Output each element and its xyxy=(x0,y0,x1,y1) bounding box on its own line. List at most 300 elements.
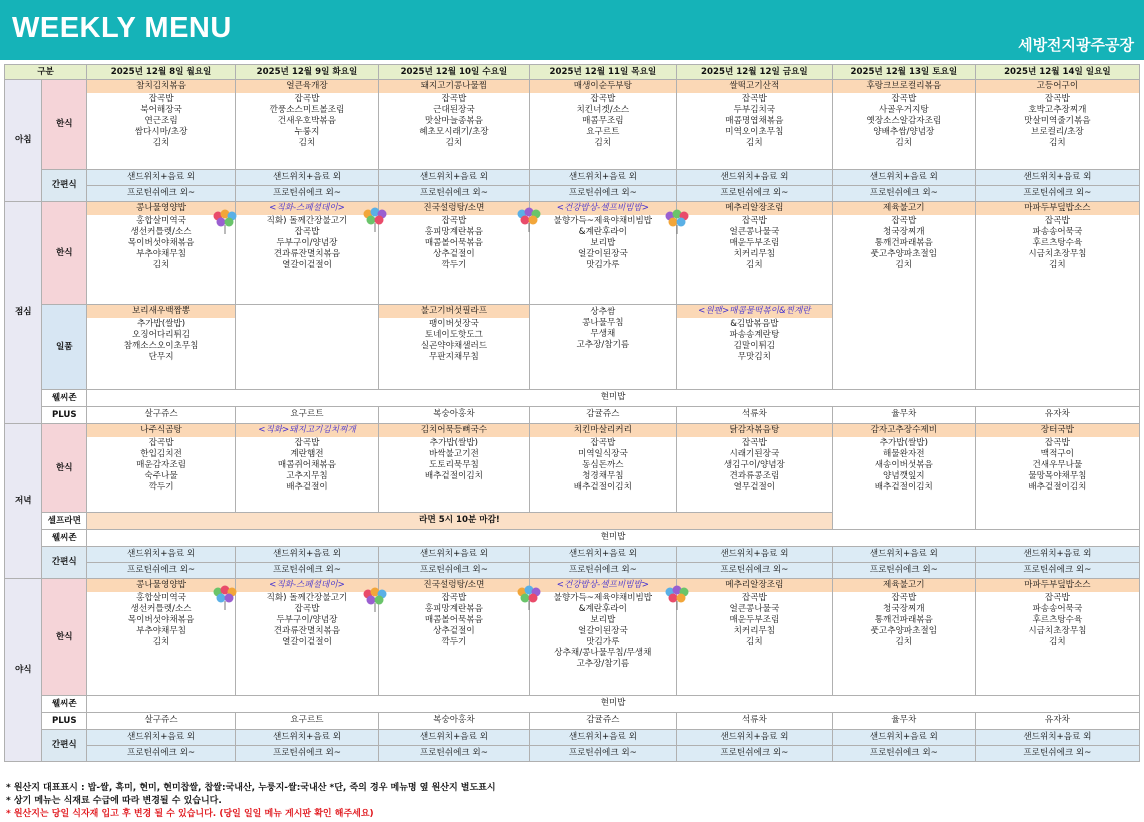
menu-cell xyxy=(975,579,1139,696)
plus-cell: 복숭아홍차 xyxy=(378,713,529,730)
snack-cell: 샌드위치+음료 외 xyxy=(832,730,975,746)
menu-item: 목이버섯야채볶음 xyxy=(127,615,195,625)
menu-item: 잡곡밥 xyxy=(441,216,467,226)
menu-cell xyxy=(378,579,529,696)
day-header: 2025년 12월 12일 금요일 xyxy=(676,65,832,80)
menu-item: 매콤볼어묵볶음 xyxy=(424,615,483,625)
category-hansik: 한식 xyxy=(42,424,87,513)
menu-item: 잡곡밥 xyxy=(441,593,467,603)
header-label: 구분 xyxy=(5,65,87,80)
main-dish: 제육불고기 xyxy=(833,579,975,592)
menu-cell xyxy=(676,424,832,513)
menu-item: 홍합살미역국 xyxy=(136,216,186,226)
menu-item: 김치 xyxy=(895,260,913,270)
menu-item: 상추겉절이 xyxy=(433,249,475,259)
menu-item: 추가밥(쌀밥) xyxy=(136,319,186,329)
menu-item: 동심돈까스 xyxy=(582,460,624,470)
menu-cell xyxy=(676,202,832,305)
menu-item: 김말이튀김 xyxy=(733,341,776,351)
menu-item: 매운두부조림 xyxy=(729,238,780,248)
menu-item: 불향가득~제육야채비빔밥 xyxy=(553,216,653,226)
snack-cell: 샌드위치+음료 외 xyxy=(832,547,975,563)
snack-cell: 샌드위치+음료 외 xyxy=(236,730,379,746)
menu-cell xyxy=(676,305,832,390)
menu-cell xyxy=(378,424,529,513)
menu-item: 북어해장국 xyxy=(140,105,182,115)
menu-item: 부추야채무침 xyxy=(136,249,186,259)
menu-item: 불향가득~제육야채비빔밥 xyxy=(553,593,653,603)
snack-cell: 프로틴쉬에크 외~ xyxy=(676,563,832,579)
snack-cell: 프로틴쉬에크 외~ xyxy=(236,186,379,202)
snack-cell: 샌드위치+음료 외 xyxy=(87,730,236,746)
menu-item: 매운감자조림 xyxy=(136,460,186,470)
menu-cell xyxy=(236,80,379,170)
menu-item: 얼갈이된장국 xyxy=(577,626,628,636)
menu-cell xyxy=(832,424,975,530)
menu-item: 치커리무침 xyxy=(733,249,776,259)
plus-cell: 요구르트 xyxy=(236,713,379,730)
menu-item: 건새우호박볶음 xyxy=(277,116,337,126)
menu-item: 오징어다리튀김 xyxy=(131,330,191,340)
menu-item: 김치 xyxy=(746,637,763,647)
main-dish: 쌀떡고기산적 xyxy=(677,80,832,93)
main-dish: 콩나물영양밥 xyxy=(87,579,235,592)
menu-item: 김치 xyxy=(1049,138,1066,148)
menu-item: 참깨소스오이초무침 xyxy=(123,341,199,351)
menu-item: 김치 xyxy=(298,138,316,148)
category-selframen: 셀프라면 xyxy=(42,513,87,530)
balloons-icon xyxy=(212,584,238,610)
menu-item: 매콤쥐어채볶음 xyxy=(277,460,337,470)
menu-item: 배추겉절이김치 xyxy=(424,471,483,481)
menu-item: 얼큰콩나물국 xyxy=(729,227,780,237)
menu-item: 깍두기 xyxy=(148,482,174,492)
main-dish: 진국설렁탕/소면 xyxy=(379,579,529,592)
snack-cell: 프로틴쉬에크 외~ xyxy=(378,563,529,579)
day-header: 2025년 12월 9일 화요일 xyxy=(236,65,379,80)
category-ilpum: 일품 xyxy=(42,305,87,390)
menu-item: 배추겉절이 xyxy=(286,482,328,492)
menu-item: 잡곡밥 xyxy=(741,94,767,104)
menu-item: 열갈이겉절이 xyxy=(282,637,332,647)
plus-cell: 요구르트 xyxy=(236,407,379,424)
snack-cell: 프로틴쉬에크 외~ xyxy=(676,186,832,202)
menu-item: 매운두부조림 xyxy=(729,615,780,625)
menu-item: 견과류잔멸치볶음 xyxy=(273,249,341,259)
menu-item: 누룽지 xyxy=(294,127,320,137)
plus-cell: 살구쥬스 xyxy=(87,713,236,730)
menu-item: 김치 xyxy=(895,637,913,647)
snack-cell: 프로틴쉬에크 외~ xyxy=(87,186,236,202)
menu-item: 홍피망계란볶음 xyxy=(424,604,483,614)
main-dish: 제육불고기 xyxy=(833,202,975,215)
menu-item: 양배추쌈/양념장 xyxy=(873,127,935,137)
menu-item: 배추겉절이김치 xyxy=(874,482,933,492)
plus-cell: 감귤쥬스 xyxy=(529,407,676,424)
menu-item: 잡곡밥 xyxy=(294,604,320,614)
snack-cell: 샌드위치+음료 외 xyxy=(975,170,1139,186)
menu-item: 김치 xyxy=(895,138,913,148)
snack-cell: 샌드위치+음료 외 xyxy=(975,547,1139,563)
menu-item: 바싹불고기전 xyxy=(428,449,479,459)
main-dish: 콩나물영양밥 xyxy=(87,202,235,215)
snack-cell: 샌드위치+음료 외 xyxy=(236,170,379,186)
menu-item: 후르츠탕수육 xyxy=(1032,238,1083,248)
menu-item: 김치 xyxy=(1049,637,1066,647)
menu-item: 해물완자전 xyxy=(883,449,925,459)
menu-item: 김치 xyxy=(445,138,463,148)
menu-cell xyxy=(378,202,529,305)
balloons-icon xyxy=(362,586,388,612)
menu-item: 직화) 돌께간장불고기 xyxy=(266,593,348,603)
menu-item: 건새우무나물 xyxy=(1032,460,1083,470)
menu-item: 견과류잔멸치볶음 xyxy=(273,626,341,636)
menu-item: 연근조림 xyxy=(144,116,178,126)
menu-item: 통깨건파래볶음 xyxy=(874,238,933,248)
menu-item: 한입김치전 xyxy=(140,449,182,459)
menu-item: 잡곡밥 xyxy=(590,438,616,448)
menu-item: 무맛김치 xyxy=(737,352,771,362)
menu-item: 시금치초장무침 xyxy=(1028,626,1087,636)
menu-item: 계란햄전 xyxy=(290,449,324,459)
menu-item: 잡곡밥 xyxy=(891,593,917,603)
menu-cell xyxy=(832,579,975,696)
note-change: * 상기 메뉴는 식재료 수급에 따라 변경될 수 있습니다. xyxy=(6,796,222,806)
plus-cell: 석류차 xyxy=(676,713,832,730)
menu-item: 김치 xyxy=(152,260,170,270)
menu-item: &계란후라이 xyxy=(578,604,627,614)
menu-item: 상추채/콩나물무침/무생채 xyxy=(554,648,652,658)
menu-item: 김치 xyxy=(152,138,170,148)
main-dish: 김치어묵등뼈국수 xyxy=(379,424,529,437)
category-hansik: 한식 xyxy=(42,202,87,305)
main-dish: <직화-스페셜데이> xyxy=(236,202,378,215)
snack-cell: 프로틴쉬에크 외~ xyxy=(378,746,529,762)
note-origin-change: * 원산지는 당일 식자재 입고 후 변경 될 수 있습니다. (당일 일일 메뉴 게시판 확인 해주세요) xyxy=(6,809,374,819)
menu-item: 고추지무침 xyxy=(286,471,328,481)
plus-cell: 감귤쥬스 xyxy=(529,713,676,730)
ramen-notice: 라면 5시 10분 마감! xyxy=(87,513,833,530)
main-dish: 얼큰육개장 xyxy=(236,80,378,93)
plus-cell: 석류차 xyxy=(676,407,832,424)
meal-dinner: 저녁 xyxy=(5,424,42,579)
menu-item: 실곤약야채샐러드 xyxy=(420,341,488,351)
main-dish: 돼지고기콩나물찜 xyxy=(379,80,529,93)
menu-item: &계란후라이 xyxy=(578,227,627,237)
menu-item: 잡곡밥 xyxy=(741,438,767,448)
menu-item: 파송송어묵국 xyxy=(1032,604,1083,614)
category-kanpyeon: 간편식 xyxy=(42,170,87,202)
weekly-menu-table xyxy=(4,64,1140,762)
menu-item: 견과류콩조림 xyxy=(729,471,780,481)
snack-cell: 샌드위치+음료 외 xyxy=(676,547,832,563)
menu-item: 잡곡밥 xyxy=(1044,216,1070,226)
snack-cell: 프로틴쉬에크 외~ xyxy=(975,563,1139,579)
menu-item: 고추장/참기름 xyxy=(576,659,630,669)
menu-item: 홍피망계란볶음 xyxy=(424,227,483,237)
menu-item: 목이버섯야채볶음 xyxy=(127,238,195,248)
menu-item: 쌈다시마/초장 xyxy=(134,127,188,137)
main-dish: 고등어구이 xyxy=(976,80,1139,93)
menu-item: 치킨너겟/소스 xyxy=(576,105,630,115)
menu-item: 숙주나물 xyxy=(144,471,178,481)
menu-cell xyxy=(236,202,379,305)
snack-cell: 프로틴쉬에크 외~ xyxy=(975,186,1139,202)
wellzone-cell: 현미밥 xyxy=(87,696,1140,713)
menu-item: 청경채무침 xyxy=(582,471,624,481)
menu-item: 양념깻잎지 xyxy=(883,471,925,481)
menu-item: 통깨건파래볶음 xyxy=(874,615,933,625)
category-hansik: 한식 xyxy=(42,579,87,696)
menu-item: 생선커틀렛/소스 xyxy=(130,604,192,614)
snack-cell: 프로틴쉬에크 외~ xyxy=(378,186,529,202)
main-dish: 불고기버섯필라프 xyxy=(379,305,529,318)
menu-cell xyxy=(236,579,379,696)
menu-item: 두부구이/양념장 xyxy=(276,615,338,625)
snack-cell: 프로틴쉬에크 외~ xyxy=(236,563,379,579)
main-dish: <건강밥상-셀프비빔밥> xyxy=(530,579,676,592)
main-dish: 메추리알장조림 xyxy=(677,202,832,215)
category-plus: PLUS xyxy=(42,713,87,730)
snack-cell: 프로틴쉬에크 외~ xyxy=(676,746,832,762)
menu-item: 김치 xyxy=(746,138,763,148)
menu-item: 잡곡밥 xyxy=(1044,593,1070,603)
main-dish: 후랑크브로컬리볶음 xyxy=(833,80,975,93)
snack-cell: 프로틴쉬에크 외~ xyxy=(975,746,1139,762)
main-dish: <건강밥상-셀프비빔밥> xyxy=(530,202,676,215)
menu-item: 요구르트 xyxy=(586,127,620,137)
menu-item: 보리밥 xyxy=(590,615,616,625)
menu-item: 두부구이/양념장 xyxy=(276,238,338,248)
snack-cell: 프로틴쉬에크 외~ xyxy=(529,563,676,579)
menu-cell xyxy=(975,424,1139,530)
menu-item: 잡곡밥 xyxy=(294,227,320,237)
day-header: 2025년 12월 11일 목요일 xyxy=(529,65,676,80)
snack-cell: 샌드위치+음료 외 xyxy=(236,547,379,563)
snack-cell: 프로틴쉬에크 외~ xyxy=(832,746,975,762)
menu-item: 잡곡밥 xyxy=(741,593,767,603)
main-dish: 메추리알장조림 xyxy=(677,579,832,592)
snack-cell: 샌드위치+음료 외 xyxy=(378,547,529,563)
snack-cell: 프로틴쉬에크 외~ xyxy=(529,746,676,762)
menu-item: 근대된장국 xyxy=(433,105,475,115)
menu-item: 잡곡밥 xyxy=(741,216,767,226)
snack-cell: 프로틴쉬에크 외~ xyxy=(87,563,236,579)
menu-cell xyxy=(676,80,832,170)
menu-item: 치커리무침 xyxy=(733,626,776,636)
menu-item: 열무겉절이 xyxy=(733,482,776,492)
snack-cell: 샌드위치+음료 외 xyxy=(676,730,832,746)
snack-cell: 샌드위치+음료 외 xyxy=(87,547,236,563)
menu-cell xyxy=(529,80,676,170)
menu-item: 맥적구이 xyxy=(1040,449,1074,459)
plus-cell: 살구쥬스 xyxy=(87,407,236,424)
menu-cell xyxy=(529,202,676,305)
menu-item: 브로컬리/초장 xyxy=(1031,127,1084,137)
menu-item: 김치 xyxy=(594,138,612,148)
menu-item: 열갈이겉절이 xyxy=(282,260,332,270)
balloons-icon xyxy=(516,584,542,610)
balloons-icon xyxy=(664,584,690,610)
plus-cell: 유자차 xyxy=(975,407,1139,424)
main-dish: 마파두부덮밥소스 xyxy=(976,579,1139,592)
menu-item: 고추장/참기름 xyxy=(576,340,630,350)
balloons-icon xyxy=(664,208,690,234)
menu-cell xyxy=(87,424,236,513)
menu-item: 매콤볼어묵볶음 xyxy=(424,238,483,248)
menu-item: 잡곡밥 xyxy=(441,94,467,104)
menu-item: 새송이버섯볶음 xyxy=(874,460,933,470)
snack-cell: 샌드위치+음료 외 xyxy=(529,170,676,186)
menu-item: 혜초모시래기/초장 xyxy=(419,127,489,137)
main-dish: 매생이순두부탕 xyxy=(530,80,676,93)
menu-item: 김치 xyxy=(152,637,170,647)
snack-cell: 샌드위치+음료 외 xyxy=(87,170,236,186)
menu-item: 풋고추양파초절임 xyxy=(870,249,938,259)
menu-item: 생김구이/양념장 xyxy=(723,460,785,470)
empty-cell xyxy=(236,305,379,390)
menu-item: 시래기된장국 xyxy=(729,449,780,459)
main-dish: 보리새우백짬뽕 xyxy=(87,305,235,318)
day-header: 2025년 12월 13일 토요일 xyxy=(832,65,975,80)
main-dish: 장터국밥 xyxy=(976,424,1139,437)
main-dish: 진국설렁탕/소면 xyxy=(379,202,529,215)
category-wellzone: 웰씨존 xyxy=(42,696,87,713)
menu-item: 무판지채무침 xyxy=(428,352,479,362)
menu-item: 상추쌈 xyxy=(590,307,616,317)
balloons-icon xyxy=(362,206,388,232)
menu-item: 잡곡밥 xyxy=(294,438,320,448)
menu-item: 매콤무조림 xyxy=(582,116,624,126)
category-plus: PLUS xyxy=(42,407,87,424)
category-wellzone: 웰씨존 xyxy=(42,390,87,407)
menu-item: 시금치초장무침 xyxy=(1028,249,1087,259)
menu-item: 잡곡밥 xyxy=(294,94,320,104)
menu-cell xyxy=(832,80,975,170)
menu-item: 사골우거지탕 xyxy=(878,105,929,115)
menu-item: 배추겉절이김치 xyxy=(573,482,632,492)
snack-cell: 샌드위치+음료 외 xyxy=(378,730,529,746)
main-dish: 참치김치볶음 xyxy=(87,80,235,93)
meal-late: 야식 xyxy=(5,579,42,762)
page-header xyxy=(0,0,1144,60)
plus-cell: 율무차 xyxy=(832,407,975,424)
menu-cell xyxy=(87,305,236,390)
menu-item: 두부김치국 xyxy=(733,105,776,115)
menu-cell xyxy=(378,80,529,170)
menu-item: 홍합살미역국 xyxy=(136,593,186,603)
menu-item: 잡곡밥 xyxy=(1044,94,1070,104)
menu-item: 잡곡밥 xyxy=(891,94,917,104)
menu-item: 매콤명엽채볶음 xyxy=(725,116,784,126)
menu-item: 팽이버섯장국 xyxy=(428,319,479,329)
menu-item: 미역일식장국 xyxy=(577,449,628,459)
menu-item: 청국장찌개 xyxy=(883,604,925,614)
day-header: 2025년 12월 14일 일요일 xyxy=(975,65,1139,80)
menu-item: 생선커틀렛/소스 xyxy=(130,227,192,237)
menu-item: 김치 xyxy=(746,260,763,270)
snack-cell: 샌드위치+음료 외 xyxy=(832,170,975,186)
plus-cell: 유자차 xyxy=(975,713,1139,730)
menu-item: 배추겉절이김치 xyxy=(1028,482,1087,492)
menu-item: 단무지 xyxy=(148,352,174,362)
snack-cell: 프로틴쉬에크 외~ xyxy=(87,746,236,762)
main-dish: 감자고추장수제비 xyxy=(833,424,975,437)
menu-item: 파송송계란탕 xyxy=(729,330,780,340)
day-header: 2025년 12월 10일 수요일 xyxy=(378,65,529,80)
menu-item: 잡곡밥 xyxy=(891,216,917,226)
main-dish: 닭감자볶음탕 xyxy=(677,424,832,437)
snack-cell: 프로틴쉬에크 외~ xyxy=(832,186,975,202)
wellzone-cell: 현미밥 xyxy=(87,530,1140,547)
main-dish: 치킨마살리커리 xyxy=(530,424,676,437)
menu-cell xyxy=(676,579,832,696)
meal-breakfast: 아침 xyxy=(5,80,42,202)
menu-cell xyxy=(975,202,1139,390)
menu-item: 보리밥 xyxy=(590,238,616,248)
menu-cell xyxy=(87,80,236,170)
menu-item: 추가밥(쌀밥) xyxy=(879,438,928,448)
menu-item: 미역오이초무침 xyxy=(725,127,784,137)
menu-cell xyxy=(236,424,379,513)
menu-cell xyxy=(832,202,975,390)
menu-item: 파송송어묵국 xyxy=(1032,227,1083,237)
menu-item: &김밥볶음밥 xyxy=(730,319,779,329)
menu-item: 토네이도핫도그 xyxy=(424,330,483,340)
menu-cell xyxy=(975,80,1139,170)
plus-cell: 율무차 xyxy=(832,713,975,730)
meal-lunch: 점심 xyxy=(5,202,42,424)
brand-logo: 세방전지광주공장 xyxy=(1018,36,1134,54)
menu-item: 옛장소스알감자조림 xyxy=(866,116,942,126)
menu-item: 도토리묵무침 xyxy=(428,460,479,470)
menu-item: 콩나물무침 xyxy=(582,318,624,328)
menu-item: 맛살미역줄기볶음 xyxy=(1024,116,1091,126)
menu-item: 무생채 xyxy=(590,329,616,339)
balloons-icon xyxy=(516,206,542,232)
snack-cell: 샌드위치+음료 외 xyxy=(529,547,676,563)
menu-item: 청국장찌개 xyxy=(883,227,925,237)
menu-item: 깐풍소스미트볼조림 xyxy=(269,105,345,115)
menu-item: 직화) 돌께간장불고기 xyxy=(266,216,348,226)
snack-cell: 샌드위치+음료 외 xyxy=(975,730,1139,746)
menu-item: 잡곡밥 xyxy=(1044,438,1070,448)
menu-item: 잡곡밥 xyxy=(148,94,174,104)
footnotes xyxy=(6,782,496,821)
note-origin: * 원산지 대표표시 : 밥-쌀, 흑미, 현미, 현미찹쌀, 찹쌀:국내산, 누룽지-쌀:국내산 *단, 죽의 경우 메뉴명 옆 원산지 별도표시 xyxy=(6,783,496,793)
menu-item: 물망목야채무침 xyxy=(1028,471,1087,481)
plus-cell: 복숭아홍차 xyxy=(378,407,529,424)
menu-item: 얼큰콩나물국 xyxy=(729,604,780,614)
snack-cell: 프로틴쉬에크 외~ xyxy=(832,563,975,579)
menu-cell xyxy=(529,305,676,390)
snack-cell: 샌드위치+음료 외 xyxy=(676,170,832,186)
category-wellzone: 웰씨존 xyxy=(42,530,87,547)
menu-cell xyxy=(529,424,676,513)
main-dish: <직화-스페셜데이> xyxy=(236,579,378,592)
menu-item: 깍두기 xyxy=(441,637,467,647)
snack-cell: 프로틴쉬에크 외~ xyxy=(529,186,676,202)
menu-item: 맛김가루 xyxy=(586,260,620,270)
menu-item: 맛살마늘종볶음 xyxy=(424,116,483,126)
menu-item: 풋고추양파초절임 xyxy=(870,626,938,636)
menu-item: 부추야채무침 xyxy=(136,626,186,636)
menu-item: 얼갈이된장국 xyxy=(577,249,628,259)
menu-item: 호박고추장찌개 xyxy=(1028,105,1087,115)
main-dish: 마파두부덮밥소스 xyxy=(976,202,1139,215)
category-kanpyeon: 간편식 xyxy=(42,730,87,762)
category-kanpyeon: 간편식 xyxy=(42,547,87,579)
